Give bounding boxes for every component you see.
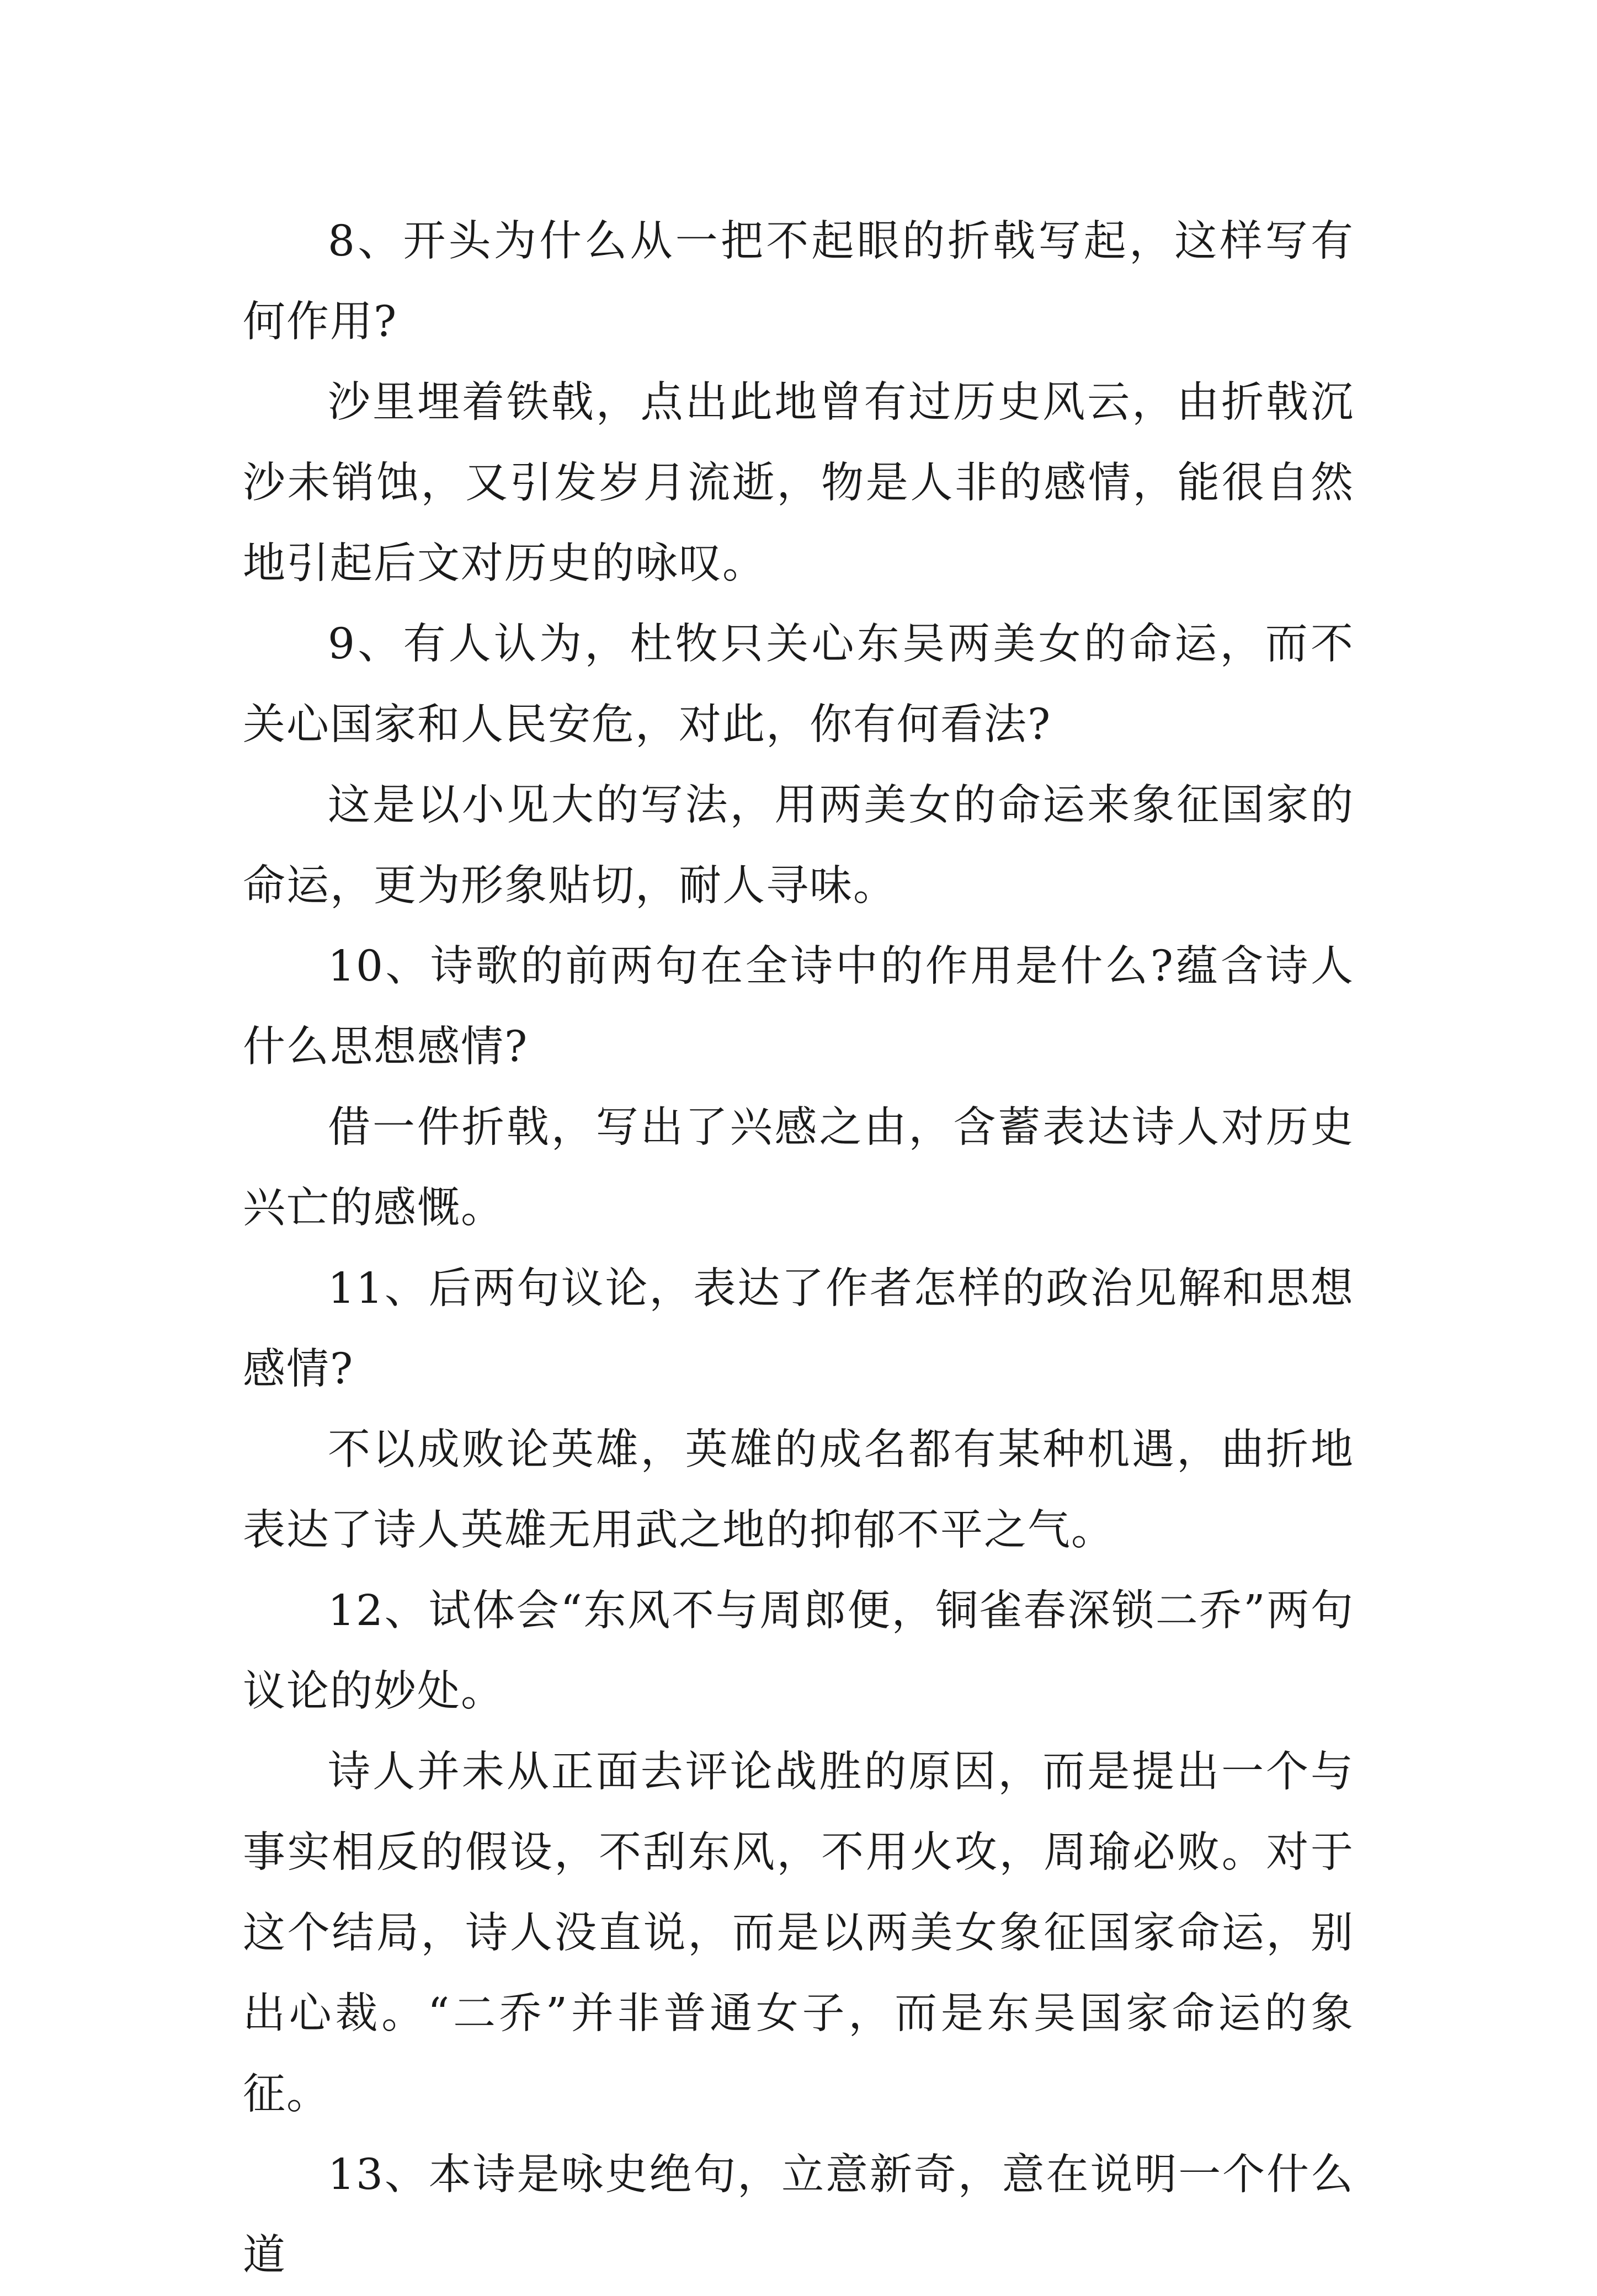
- document-body: [243, 201, 1354, 2296]
- question-8: 8、开头为什么从一把不起眼的折戟写起，这样写有何作用?: [243, 217, 1354, 347]
- question-9: 9、有人认为，杜牧只关心东吴两美女的命运，而不关心国家和人民安危，对此，你有何看法?: [243, 620, 1354, 749]
- question-12: 12、试体会“东风不与周郎便，铜雀春深锁二乔”两句议论的妙处。: [243, 1586, 1354, 1716]
- question-13: 13、本诗是咏史绝句，立意新奇，意在说明一个什么道: [243, 2150, 1354, 2280]
- question-10: 10、诗歌的前两句在全诗中的作用是什么?蕴含诗人什么思想感情?: [243, 942, 1354, 1072]
- answer-12: 诗人并未从正面去评论战胜的原因，而是提出一个与事实相反的假设，不刮东风，不用火攻，周瑜必败。对于这个结局，诗人没直说，而是以两美女象征国家命运，别出心裁。“二乔”并非普通女子，而是东吴国家命运的象征。: [243, 1748, 1354, 2119]
- answer-11: 不以成败论英雄，英雄的成名都有某种机遇，曲折地表达了诗人英雄无用武之地的抑郁不平之气。: [243, 1425, 1354, 1555]
- answer-10: 借一件折戟，写出了兴感之由，含蓄表达诗人对历史兴亡的感慨。: [243, 1103, 1354, 1233]
- answer-9: 这是以小见大的写法，用两美女的命运来象征国家的命运，更为形象贴切，耐人寻味。: [243, 781, 1354, 910]
- question-11: 11、后两句议论，表达了作者怎样的政治见解和思想感情?: [243, 1264, 1354, 1394]
- answer-8: 沙里埋着铁戟，点出此地曾有过历史风云，由折戟沉沙未销蚀，又引发岁月流逝，物是人非的感情，能很自然地引起后文对历史的咏叹。: [243, 378, 1354, 588]
